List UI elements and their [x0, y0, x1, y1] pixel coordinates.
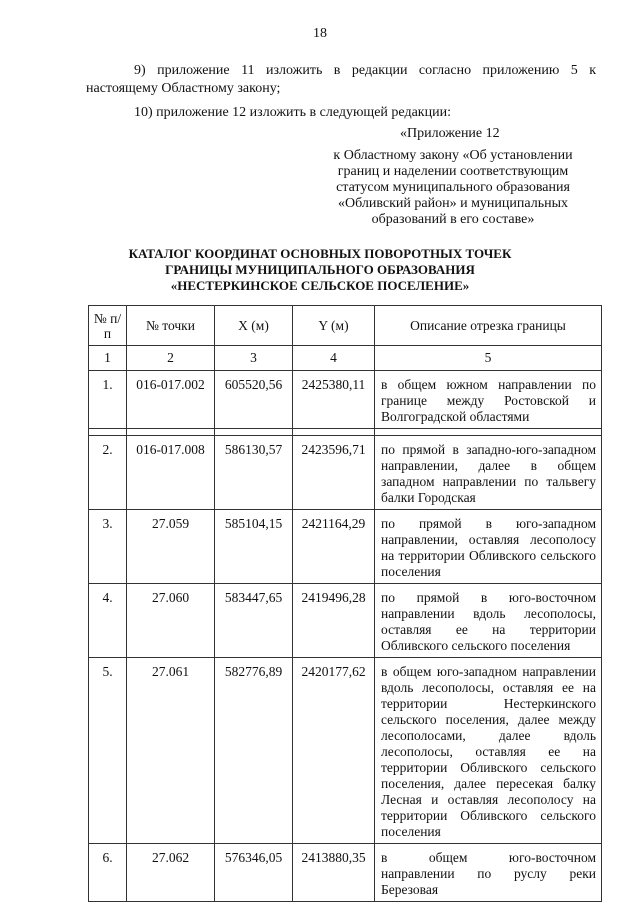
table-row: [89, 844, 602, 902]
column-number: 1: [89, 346, 127, 371]
paragraph-item-10: 10) приложение 12 изложить в следующей редакции:: [134, 105, 451, 120]
segment-description: по прямой в юго-восточном направлении вдоль лесополосы, оставляя ее на территории Обливского сельского поселения: [375, 584, 602, 658]
table-row: [89, 371, 602, 429]
point-number: 016-017.008: [127, 436, 215, 510]
segment-description: в общем юго-восточном направлении по руслу реки Березовая: [375, 844, 602, 902]
row-number: 4.: [89, 584, 127, 658]
table-header-row: [89, 306, 602, 346]
x-coordinate: 605520,56: [215, 371, 293, 429]
appendix-title: «Приложение 12: [400, 126, 500, 141]
appendix-subtitle: [310, 148, 596, 228]
appendix-line: образований в его составе»: [371, 212, 535, 227]
x-coordinate: 585104,15: [215, 510, 293, 584]
segment-description: в общем южном направлении по границе между Ростовской и Волгоградской областями: [375, 371, 602, 429]
segment-description: в общем юго-западном направлении вдоль лесополосы, оставляя ее на территории Нестеркинского сельского поселения, далее между лесополосами, далее вдоль лесополосы, оставляя ее на территории Обливского сельского поселения, далее пересекая балку Лесная и оставляя лесополосу на территории Обливского сельского поселения: [375, 658, 602, 844]
appendix-line: «Обливский район» и муниципальных: [337, 196, 568, 211]
catalog-title-line: «НЕСТЕРКИНСКОЕ СЕЛЬСКОЕ ПОСЕЛЕНИЕ»: [170, 278, 470, 293]
y-coordinate: 2420177,62: [293, 658, 375, 844]
table-row: [89, 584, 602, 658]
column-number: 4: [293, 346, 375, 371]
table-row: [89, 510, 602, 584]
table-row: [89, 436, 602, 510]
row-number: 5.: [89, 658, 127, 844]
table-column-numbers: [89, 346, 602, 371]
column-number: 2: [127, 346, 215, 371]
header-description: Описание отрезка границы: [375, 306, 602, 346]
appendix-line: к Областному закону «Об установлении: [333, 148, 573, 163]
point-number: 27.062: [127, 844, 215, 902]
row-number: 2.: [89, 436, 127, 510]
coordinates-table: [88, 305, 602, 902]
point-number: 27.061: [127, 658, 215, 844]
y-coordinate: 2421164,29: [293, 510, 375, 584]
x-coordinate: 586130,57: [215, 436, 293, 510]
catalog-title-line: КАТАЛОГ КООРДИНАТ ОСНОВНЫХ ПОВОРОТНЫХ ТОЧЕК: [128, 246, 512, 261]
y-coordinate: 2419496,28: [293, 584, 375, 658]
header-y: Y (м): [293, 306, 375, 346]
point-number: 27.060: [127, 584, 215, 658]
y-coordinate: 2423596,71: [293, 436, 375, 510]
row-spacer: [89, 429, 602, 436]
column-number: 3: [215, 346, 293, 371]
paragraph-item-9: 9) приложение 11 изложить в редакции согласно приложению 5 к настоящему Областному закону;: [86, 63, 596, 96]
appendix-line: границ и наделении соответствующим: [337, 164, 569, 179]
y-coordinate: 2425380,11: [293, 371, 375, 429]
header-x: X (м): [215, 306, 293, 346]
row-number: 1.: [89, 371, 127, 429]
catalog-title: [0, 246, 640, 294]
y-coordinate: 2413880,35: [293, 844, 375, 902]
x-coordinate: 582776,89: [215, 658, 293, 844]
point-number: 27.059: [127, 510, 215, 584]
row-number: 3.: [89, 510, 127, 584]
segment-description: по прямой в западно-юго-западном направлении, далее в общем западном направлении по тальвегу балки Городская: [375, 436, 602, 510]
point-number: 016-017.002: [127, 371, 215, 429]
header-point-number: № точки: [127, 306, 215, 346]
row-number: 6.: [89, 844, 127, 902]
segment-description: по прямой в юго-западном направлении, оставляя лесополосу на территории Обливского сельского поселения: [375, 510, 602, 584]
page-number: 18: [313, 26, 327, 41]
header-row-number: № п/п: [89, 306, 127, 346]
catalog-title-line: ГРАНИЦЫ МУНИЦИПАЛЬНОГО ОБРАЗОВАНИЯ: [165, 262, 475, 277]
column-number: 5: [375, 346, 602, 371]
x-coordinate: 576346,05: [215, 844, 293, 902]
appendix-line: статусом муниципального образования: [336, 180, 570, 195]
table-row: [89, 658, 602, 844]
x-coordinate: 583447,65: [215, 584, 293, 658]
